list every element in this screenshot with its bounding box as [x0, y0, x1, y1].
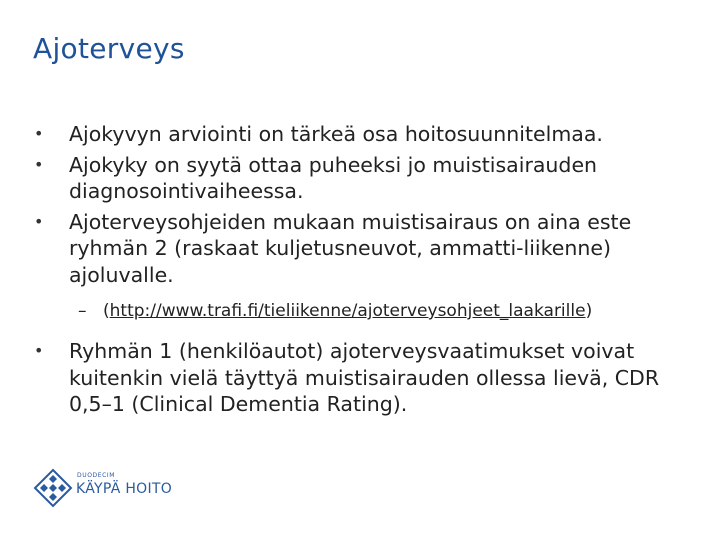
slide-title: Ajoterveys	[33, 32, 185, 65]
logo-diamond-icon	[33, 468, 73, 508]
bullet-text: Ajokyvyn arviointi on tärkeä osa hoitosuunnitelmaa.	[69, 122, 603, 146]
slide-body	[32, 121, 702, 422]
bullet-item	[32, 152, 702, 205]
bullet-item	[32, 121, 702, 148]
link-open-paren: (	[103, 301, 110, 321]
logo-small-text: DUODECIM	[77, 472, 116, 479]
bullet-item	[32, 338, 702, 418]
link-close-paren: )	[585, 301, 593, 321]
bullet-mark: •	[34, 211, 44, 231]
bullet-text: Ryhmän 1 (henkilöautot) ajoterveysvaatimukset voivat kuitenkin vielä täyttyä muistisairauden ollessa lievä, CDR 0,5–1 (Clinical Dementia Rating).	[69, 339, 660, 416]
bullet-item	[32, 209, 702, 289]
bullet-text: Ajoterveysohjeiden mukaan muistisairaus on aina este ryhmän 2 (raskaat kuljetusneuvot, ammatti-liikenne) ajoluvalle.	[69, 209, 632, 287]
sub-bullet-dash: –	[78, 301, 87, 321]
sub-bullet	[32, 300, 702, 322]
logo-big-text: KÄYPÄ HOITO	[76, 481, 173, 497]
trafi-link[interactable]: http://www.trafi.fi/tieliikenne/ajoterveysohjeet_laakarille	[109, 301, 586, 321]
bullet-text: Ajokyky on syytä ottaa puheeksi jo muistisairauden diagnosointivaiheessa.	[69, 152, 598, 203]
bullet-mark: •	[34, 154, 44, 174]
bullet-mark: •	[34, 124, 44, 143]
bullet-mark: •	[34, 341, 44, 360]
kaypa-hoito-logo	[33, 468, 173, 508]
